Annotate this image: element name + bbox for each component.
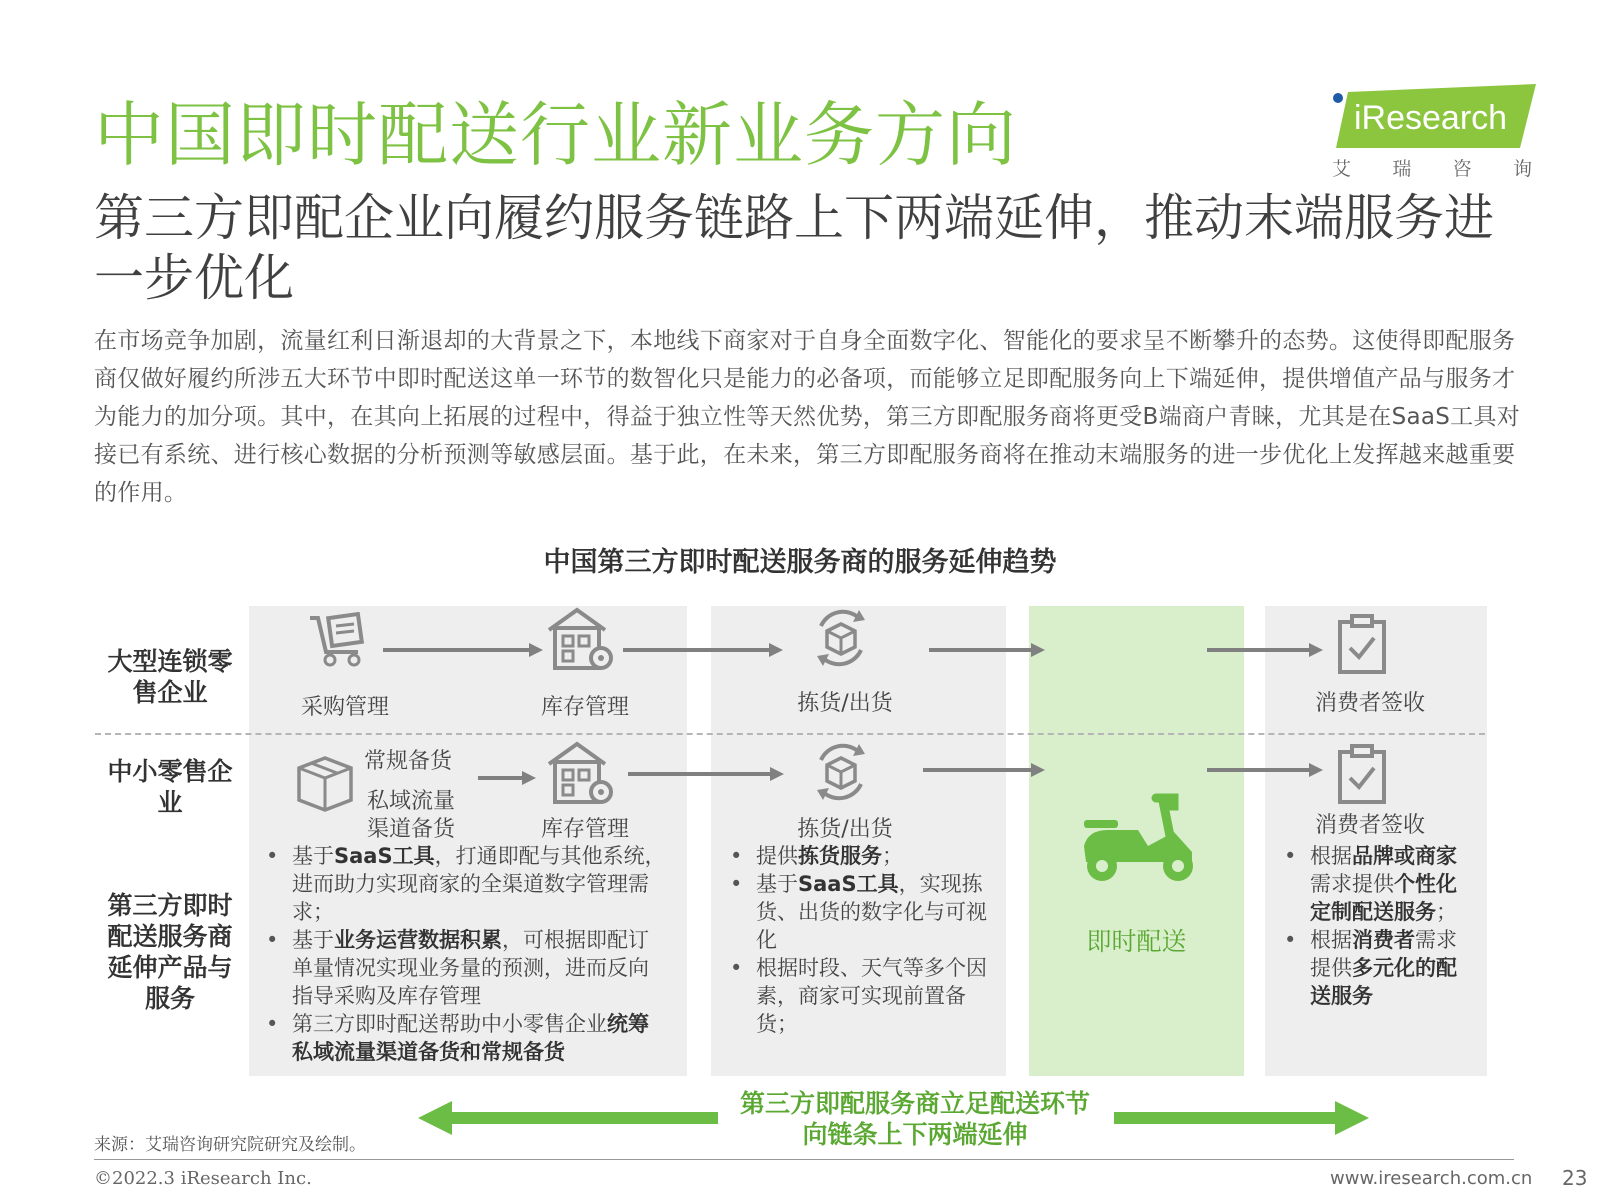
iresearch-logo	[1330, 84, 1538, 150]
arrow-right	[478, 770, 536, 786]
extension-caption-line: 第三方即配服务商立足配送环节	[739, 1089, 1090, 1118]
extension-caption	[720, 1088, 1110, 1150]
right-extension-arrow	[1114, 1101, 1369, 1135]
box-rotate-icon	[807, 606, 873, 672]
list-item: • 基于业务运营数据积累，可根据即配订单量情况实现业务量的预测，进而反向指导采购及库存管理	[264, 926, 669, 1010]
logo-graphic	[1330, 84, 1538, 150]
clipboard-check-icon	[1334, 744, 1390, 806]
row-divider	[95, 733, 1485, 735]
box-rotate-icon	[807, 740, 873, 806]
step-picking-label: 拣货/出货	[797, 817, 893, 842]
logo-text: iResearch	[1354, 99, 1508, 137]
warehouse-gear-icon	[545, 606, 615, 672]
arrow-right	[1207, 762, 1323, 778]
step-private-channel-label-2: 渠道备货	[367, 817, 456, 842]
list-item: • 基于SaaS工具，打通即配与其他系统，进而助力实现商家的全渠道数字管理需求；	[264, 842, 669, 926]
step-regular-stock-label: 常规备货	[364, 749, 453, 774]
cart-icon	[308, 612, 370, 668]
list-item: • 基于SaaS工具，实现拣货、出货的数字化与可视化	[728, 870, 998, 954]
logo-char: 询	[1512, 158, 1532, 180]
step-receipt-label: 消费者签收	[1314, 813, 1425, 838]
page-title: 中国即时配送行业新业务方向	[94, 94, 1017, 176]
list-item: • 根据消费者需求提供多元化的配送服务	[1282, 926, 1472, 1010]
list-item: • 提供拣货服务；	[728, 842, 998, 870]
scooter-icon	[1078, 792, 1198, 886]
step-private-channel-label-1: 私域流量	[367, 789, 456, 814]
logo-char: 瑞	[1392, 158, 1412, 180]
step-receipt-label: 消费者签收	[1314, 691, 1425, 716]
list-item: • 根据时段、天气等多个因素，商家可实现前置备货；	[728, 954, 998, 1038]
step-purchase-label: 采购管理	[300, 695, 389, 720]
extension-caption-line: 向链条上下两端延伸	[802, 1120, 1028, 1149]
arrow-right	[623, 642, 783, 658]
left-extension-arrow	[418, 1101, 718, 1135]
arrow-right	[383, 642, 543, 658]
step-inventory-label: 库存管理	[540, 695, 629, 720]
logo-char: 艾	[1332, 158, 1352, 180]
row-label-third-party: 第三方即时配送服务商延伸产品与服务	[107, 891, 233, 1013]
upstream-bullet-list	[264, 842, 669, 1066]
copyright: ©2022.3 iResearch Inc.	[94, 1168, 312, 1189]
list-item: • 第三方即时配送帮助中小零售企业统筹私域流量渠道备货和常规备货	[264, 1010, 669, 1066]
arrow-right	[628, 766, 784, 782]
step-inventory-label: 库存管理	[540, 817, 629, 842]
footer-divider	[94, 1159, 1514, 1160]
list-item: • 根据品牌或商家需求提供个性化定制配送服务；	[1282, 842, 1472, 926]
intro-paragraph: 在市场竞争加剧，流量红利日渐退却的大背景之下，本地线下商家对于自身全面数字化、智能化的要求呈不断攀升的态势。这使得即配服务商仅做好履约所涉五大环节中即时配送这单一环节的数智化只是能力的必备项，而能够立足即配服务向上下端延伸，提供增值产品与服务才为能力的加分项。其中，在其向上拓展的过程中，得益于独立性等天然优势，第三方即配服务商将更受B端商户青睐，尤其是在SaaS工具对接已有系统、进行核心数据的分析预测等敏感层面。基于此，在未来，第三方即配服务商将在推动末端服务的进一步优化上发挥越来越重要的作用。	[94, 328, 1521, 506]
diagram-title: 中国第三方即时配送服务商的服务延伸趋势	[543, 547, 1057, 578]
clipboard-check-icon	[1334, 614, 1390, 676]
logo-char: 咨	[1452, 158, 1472, 180]
step-picking-label: 拣货/出货	[797, 691, 893, 716]
website-link[interactable]: www.iresearch.com.cn	[1330, 1168, 1533, 1189]
arrow-right	[929, 642, 1045, 658]
logo-chinese-name	[1332, 154, 1532, 181]
warehouse-gear-icon	[545, 740, 615, 806]
row-label-large-retail: 大型连锁零售企业	[107, 647, 233, 707]
source-note: 来源：艾瑞咨询研究院研究及绘制。	[94, 1135, 366, 1155]
picking-bullet-list	[728, 842, 998, 1038]
package-icon	[293, 752, 357, 814]
instant-delivery-label: 即时配送	[1086, 927, 1187, 956]
page-subtitle: 第三方即配企业向履约服务链路上下两端延伸，推动末端服务进一步优化	[94, 189, 1494, 307]
arrow-right	[1207, 642, 1323, 658]
arrow-right	[923, 762, 1045, 778]
row-label-small-retail: 中小零售企业	[107, 757, 233, 817]
receipt-bullet-list	[1282, 842, 1472, 1010]
page-number: 23	[1562, 1166, 1588, 1190]
